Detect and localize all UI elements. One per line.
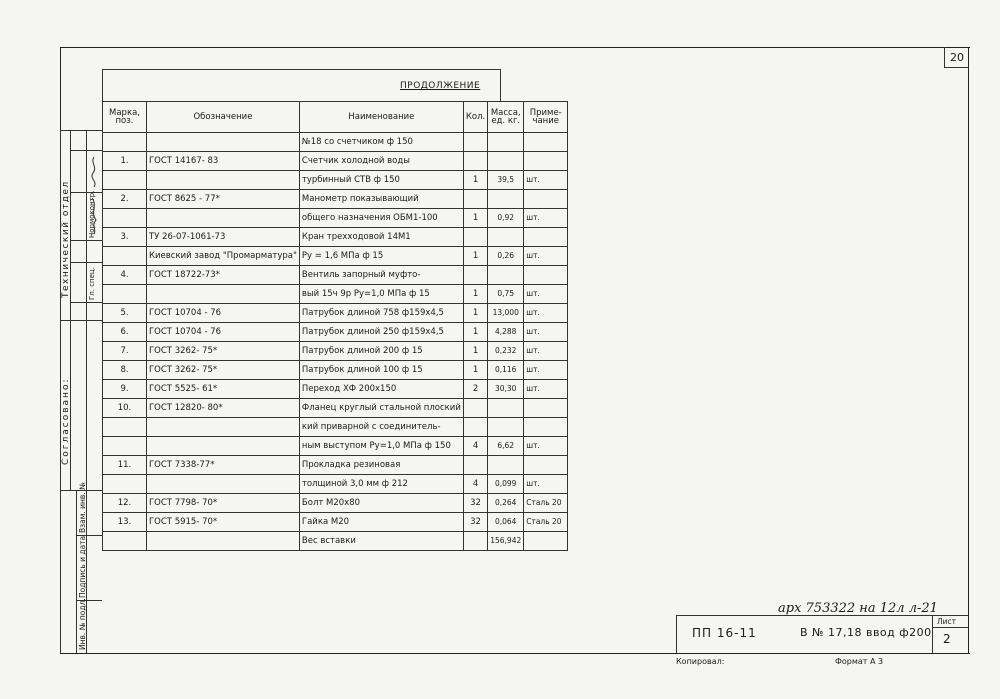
cell-name: Переход ХФ 200х150 — [299, 380, 463, 399]
cell-designation: ТУ 26-07-1061-73 — [147, 228, 300, 247]
cell-designation — [147, 171, 300, 190]
cell-designation: ГОСТ 3262- 75* — [147, 361, 300, 380]
cell-designation: ГОСТ 8625 - 77* — [147, 190, 300, 209]
cell-mark — [103, 285, 147, 304]
cell-mass: 0,064 — [488, 513, 524, 532]
page-number: 20 — [950, 51, 964, 64]
cell-mark: 8. — [103, 361, 147, 380]
cell-note — [524, 190, 568, 209]
cell-designation — [147, 285, 300, 304]
continuation-label: ПРОДОЛЖЕНИЕ — [400, 81, 481, 91]
cell-qty — [463, 228, 487, 247]
cell-qty: 1 — [463, 247, 487, 266]
strip-sep-2 — [70, 192, 102, 193]
cell-designation — [147, 209, 300, 228]
table-row — [103, 456, 568, 475]
table-row — [103, 247, 568, 266]
cell-mass — [488, 152, 524, 171]
cell-designation: ГОСТ 3262- 75* — [147, 342, 300, 361]
cell-note: шт. — [524, 171, 568, 190]
cell-name: кий приварной с соединитель- — [299, 418, 463, 437]
strip-line-e — [76, 490, 77, 653]
cell-mass: 13,000 — [488, 304, 524, 323]
table-row — [103, 152, 568, 171]
cell-designation: Киевский завод "Промарматура" — [147, 247, 300, 266]
cell-name: общего назначения ОБМ1-100 — [299, 209, 463, 228]
cell-mass — [488, 133, 524, 152]
cell-note: Сталь 20 — [524, 513, 568, 532]
cell-mark: 9. — [103, 380, 147, 399]
cell-name: Патрубок длиной 758 ф159х4,5 — [299, 304, 463, 323]
cell-designation: ГОСТ 10704 - 76 — [147, 323, 300, 342]
cell-qty: 4 — [463, 475, 487, 494]
table-row — [103, 266, 568, 285]
cell-note: шт. — [524, 380, 568, 399]
strip-norm: Нормоконтр. — [88, 190, 96, 238]
cell-qty: 32 — [463, 513, 487, 532]
strip-sep-6 — [60, 320, 102, 321]
table-row — [103, 133, 568, 152]
strip-sep-3 — [70, 240, 102, 241]
cell-designation: ГОСТ 10704 - 76 — [147, 304, 300, 323]
signature-scribble-2 — [88, 196, 100, 236]
cell-qty: 1 — [463, 304, 487, 323]
cell-qty — [463, 399, 487, 418]
header-name: Наименование — [299, 102, 463, 133]
table-left-line — [102, 69, 103, 102]
cell-mark: 1. — [103, 152, 147, 171]
cell-name: Кран трехходовой 14М1 — [299, 228, 463, 247]
cell-note: шт. — [524, 323, 568, 342]
cell-mark — [103, 532, 147, 551]
cell-note: шт. — [524, 247, 568, 266]
cell-mass: 6,62 — [488, 437, 524, 456]
header-qty: Кол. — [463, 102, 487, 133]
cell-name: Патрубок длиной 100 ф 15 — [299, 361, 463, 380]
sheet-label: Лист — [937, 617, 957, 626]
cell-name: Патрубок длиной 200 ф 15 — [299, 342, 463, 361]
cell-mark: 4. — [103, 266, 147, 285]
cell-mass: 0,75 — [488, 285, 524, 304]
strip-sign-date: Подпись и дата — [78, 535, 87, 598]
table-row — [103, 190, 568, 209]
table-row — [103, 209, 568, 228]
table-row — [103, 304, 568, 323]
cell-designation: ГОСТ 5525- 61* — [147, 380, 300, 399]
cell-mark: 10. — [103, 399, 147, 418]
cell-mass: 0,232 — [488, 342, 524, 361]
cell-name: толщиной 3,0 мм ф 212 — [299, 475, 463, 494]
cell-note: шт. — [524, 285, 568, 304]
frame-bottom — [60, 653, 970, 654]
cell-mark: 2. — [103, 190, 147, 209]
cell-mass: 30,30 — [488, 380, 524, 399]
cell-mass: 4,288 — [488, 323, 524, 342]
doc-code: ПП 16-11 — [692, 626, 757, 640]
strip-sep-4 — [70, 262, 102, 263]
cell-note: Сталь 20 — [524, 494, 568, 513]
cell-note: шт. — [524, 304, 568, 323]
signature-scribble-1 — [88, 155, 100, 189]
strip-dept: Технический отдел — [61, 180, 71, 298]
cell-designation: ГОСТ 18722-73* — [147, 266, 300, 285]
table-row — [103, 418, 568, 437]
cell-name: Гайка М20 — [299, 513, 463, 532]
cell-name: турбинный СТВ ф 150 — [299, 171, 463, 190]
frame-right — [968, 47, 969, 654]
spec-table — [102, 101, 568, 551]
table-row — [103, 342, 568, 361]
cell-qty — [463, 190, 487, 209]
cell-mark — [103, 418, 147, 437]
table-row — [103, 494, 568, 513]
cell-mass — [488, 190, 524, 209]
table-row — [103, 380, 568, 399]
cell-designation — [147, 437, 300, 456]
titleblock-sheet-divider — [932, 615, 933, 653]
cell-mass — [488, 399, 524, 418]
cell-note: шт. — [524, 475, 568, 494]
cell-qty: 1 — [463, 323, 487, 342]
cell-note — [524, 133, 568, 152]
cell-name: Вес вставки — [299, 532, 463, 551]
header-mark: Марка, поз. — [103, 102, 147, 133]
table-row — [103, 532, 568, 551]
format-label: Формат А 3 — [835, 657, 884, 666]
cell-mark — [103, 475, 147, 494]
cell-mass — [488, 266, 524, 285]
cell-designation: ГОСТ 14167- 83 — [147, 152, 300, 171]
strip-inv-orig: Инв. № подл. — [78, 598, 87, 650]
cell-note: шт. — [524, 342, 568, 361]
cell-mass: 0,92 — [488, 209, 524, 228]
strip-sep-1 — [70, 150, 102, 151]
cell-note: шт. — [524, 209, 568, 228]
cell-mark: 5. — [103, 304, 147, 323]
table-row — [103, 228, 568, 247]
cell-mark — [103, 437, 147, 456]
cell-designation: ГОСТ 12820- 80* — [147, 399, 300, 418]
cell-note: шт. — [524, 361, 568, 380]
titleblock-left — [676, 615, 677, 653]
strip-sep-5 — [70, 302, 102, 303]
cell-mark: 7. — [103, 342, 147, 361]
table-row — [103, 475, 568, 494]
cell-designation — [147, 532, 300, 551]
cell-note — [524, 456, 568, 475]
strip-top — [60, 130, 102, 131]
cell-qty — [463, 266, 487, 285]
archive-note: арх 753322 на 12л л-21 — [778, 601, 938, 616]
cell-mass — [488, 456, 524, 475]
cell-note — [524, 418, 568, 437]
cell-note — [524, 266, 568, 285]
cell-designation: ГОСТ 7338-77* — [147, 456, 300, 475]
cell-mass: 156,942 — [488, 532, 524, 551]
table-row — [103, 437, 568, 456]
cell-mass: 0,26 — [488, 247, 524, 266]
header-mass: Масса, ед. кг. — [488, 102, 524, 133]
cell-name: Счетчик холодной воды — [299, 152, 463, 171]
cell-qty: 1 — [463, 285, 487, 304]
cell-name: №18 со счетчиком ф 150 — [299, 133, 463, 152]
doc-title: В № 17,18 ввод ф200 — [800, 626, 932, 639]
cell-mark: 11. — [103, 456, 147, 475]
cell-qty — [463, 532, 487, 551]
cell-qty — [463, 456, 487, 475]
cell-mark — [103, 209, 147, 228]
cell-note — [524, 532, 568, 551]
cell-name: Манометр показывающий — [299, 190, 463, 209]
cell-qty — [463, 418, 487, 437]
cell-designation — [147, 475, 300, 494]
cell-qty: 1 — [463, 209, 487, 228]
table-header-row — [103, 102, 568, 133]
page-number-box-left — [944, 47, 945, 67]
cell-qty — [463, 152, 487, 171]
cell-designation: ГОСТ 7798- 70* — [147, 494, 300, 513]
cell-mass — [488, 228, 524, 247]
cell-name: вый 15ч 9р Ру=1,0 МПа ф 15 — [299, 285, 463, 304]
cell-note — [524, 228, 568, 247]
header-note: Приме- чание — [524, 102, 568, 133]
cell-name: Фланец круглый стальной плоский — [299, 399, 463, 418]
table-row — [103, 361, 568, 380]
cell-note — [524, 152, 568, 171]
cell-note — [524, 399, 568, 418]
cell-note: шт. — [524, 437, 568, 456]
table-row — [103, 399, 568, 418]
cell-mark: 13. — [103, 513, 147, 532]
cell-name: Ру = 1,6 МПа ф 15 — [299, 247, 463, 266]
strip-gl-spec: Гл. спец. — [88, 267, 96, 300]
cell-mark — [103, 247, 147, 266]
cell-mass: 39,5 — [488, 171, 524, 190]
copied-label: Копировал: — [676, 657, 725, 666]
strip-line-d — [102, 101, 103, 511]
table-right-line — [500, 69, 501, 102]
table-row — [103, 323, 568, 342]
cell-name: ным выступом Ру=1,0 МПа ф 150 — [299, 437, 463, 456]
cell-qty: 1 — [463, 171, 487, 190]
strip-agreed: Согласовано: — [61, 377, 71, 465]
cell-mass: 0,099 — [488, 475, 524, 494]
cell-designation — [147, 133, 300, 152]
cell-mass: 0,116 — [488, 361, 524, 380]
titleblock-top — [676, 615, 968, 616]
cell-designation — [147, 418, 300, 437]
cell-qty: 32 — [463, 494, 487, 513]
cell-mass: 0,264 — [488, 494, 524, 513]
cell-mark: 12. — [103, 494, 147, 513]
cell-mass — [488, 418, 524, 437]
page-number-box-bottom — [944, 67, 969, 68]
cell-mark — [103, 171, 147, 190]
sheet-number: 2 — [943, 632, 951, 646]
table-top-line — [102, 69, 500, 70]
cell-name: Прокладка резиновая — [299, 456, 463, 475]
table-row — [103, 285, 568, 304]
table-row — [103, 513, 568, 532]
cell-mark: 3. — [103, 228, 147, 247]
cell-qty: 4 — [463, 437, 487, 456]
cell-designation: ГОСТ 5915- 70* — [147, 513, 300, 532]
cell-mark — [103, 133, 147, 152]
titleblock-sheet-sep — [932, 627, 968, 628]
cell-mark: 6. — [103, 323, 147, 342]
cell-name: Болт М20х80 — [299, 494, 463, 513]
cell-name: Вентиль запорный муфто- — [299, 266, 463, 285]
cell-qty — [463, 133, 487, 152]
cell-name: Патрубок длиной 250 ф159х4,5 — [299, 323, 463, 342]
strip-inv-repl: Взам. инв. № — [78, 482, 87, 533]
cell-qty: 1 — [463, 361, 487, 380]
cell-qty: 1 — [463, 342, 487, 361]
frame-top — [60, 47, 970, 48]
cell-qty: 2 — [463, 380, 487, 399]
table-row — [103, 171, 568, 190]
header-designation: Обозначение — [147, 102, 300, 133]
